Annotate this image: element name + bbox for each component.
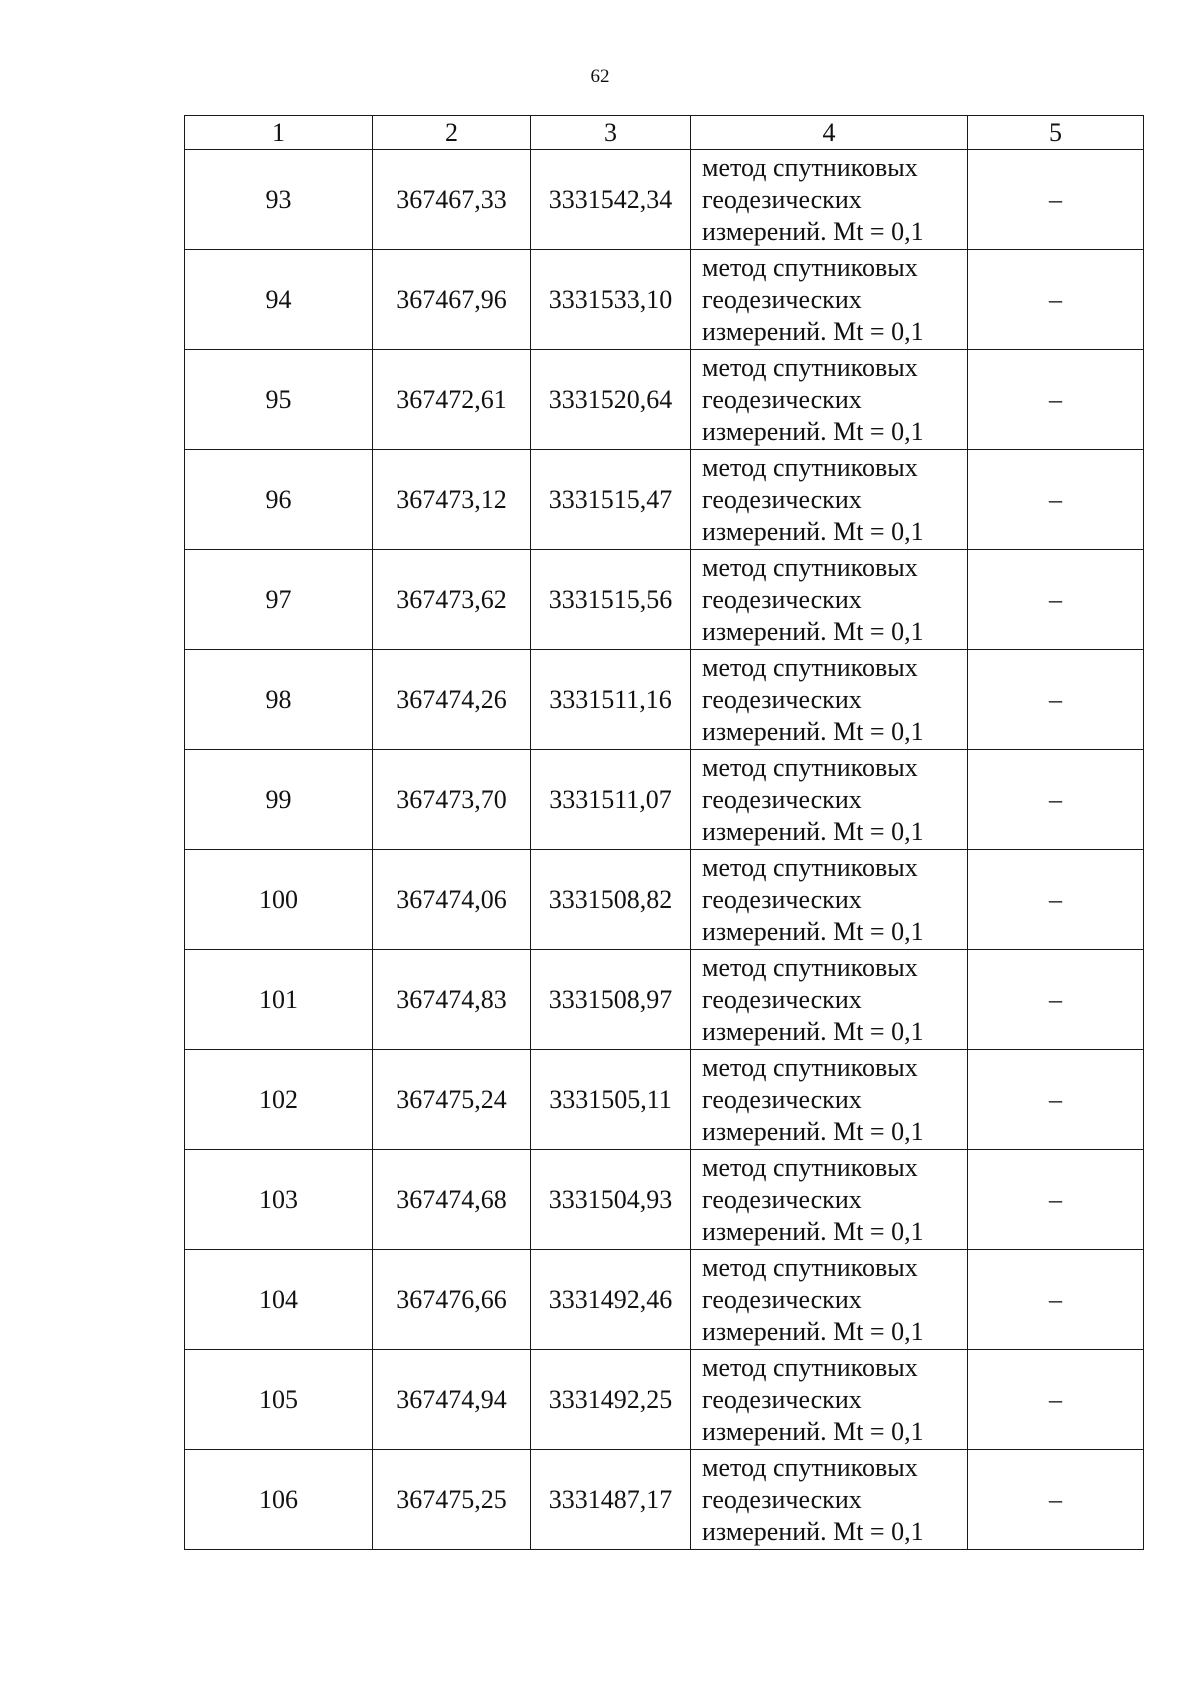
- table-row: [185, 950, 1144, 1050]
- method-line: измерений. Mt = 0,1: [702, 916, 924, 946]
- method-line: измерений. Mt = 0,1: [702, 416, 924, 446]
- method-line: измерений. Mt = 0,1: [702, 816, 924, 846]
- method-line: измерений. Mt = 0,1: [702, 1216, 924, 1246]
- table-row: [185, 650, 1144, 750]
- note-cell: –: [968, 1250, 1144, 1350]
- x-coordinate-cell: 367475,24: [373, 1050, 531, 1150]
- point-number-cell: 103: [185, 1150, 373, 1250]
- note-cell: –: [968, 1450, 1144, 1550]
- method-cell: [691, 1450, 968, 1550]
- method-cell: [691, 550, 968, 650]
- x-coordinate-cell: 367476,66: [373, 1250, 531, 1350]
- point-number-cell: 93: [185, 150, 373, 250]
- method-line: геодезических: [702, 184, 862, 214]
- note-cell: –: [968, 1150, 1144, 1250]
- point-number-cell: 94: [185, 250, 373, 350]
- method-line: метод спутниковых: [702, 1152, 918, 1182]
- method-cell: [691, 1350, 968, 1450]
- table-row: [185, 250, 1144, 350]
- note-cell: –: [968, 550, 1144, 650]
- method-line: метод спутниковых: [702, 252, 918, 282]
- method-line: измерений. Mt = 0,1: [702, 316, 924, 346]
- note-cell: –: [968, 350, 1144, 450]
- note-cell: –: [968, 150, 1144, 250]
- method-line: измерений. Mt = 0,1: [702, 1116, 924, 1146]
- point-number-cell: 99: [185, 750, 373, 850]
- x-coordinate-cell: 367474,68: [373, 1150, 531, 1250]
- column-header-3: 3: [531, 116, 691, 150]
- note-cell: –: [968, 1350, 1144, 1450]
- method-line: метод спутниковых: [702, 352, 918, 382]
- method-cell: [691, 750, 968, 850]
- method-line: геодезических: [702, 484, 862, 514]
- coordinates-table: [184, 115, 1144, 1550]
- table-row: [185, 1350, 1144, 1450]
- method-cell: [691, 150, 968, 250]
- y-coordinate-cell: 3331511,07: [531, 750, 691, 850]
- column-header-5: 5: [968, 116, 1144, 150]
- method-line: метод спутниковых: [702, 652, 918, 682]
- y-coordinate-cell: 3331508,97: [531, 950, 691, 1050]
- method-line: геодезических: [702, 684, 862, 714]
- point-number-cell: 97: [185, 550, 373, 650]
- page-number: 62: [590, 66, 610, 87]
- method-line: измерений. Mt = 0,1: [702, 1016, 924, 1046]
- method-line: геодезических: [702, 884, 862, 914]
- method-cell: [691, 350, 968, 450]
- y-coordinate-cell: 3331504,93: [531, 1150, 691, 1250]
- method-line: метод спутниковых: [702, 1252, 918, 1282]
- note-cell: –: [968, 850, 1144, 950]
- table-row: [185, 350, 1144, 450]
- method-line: метод спутниковых: [702, 552, 918, 582]
- point-number-cell: 105: [185, 1350, 373, 1450]
- method-line: геодезических: [702, 984, 862, 1014]
- method-cell: [691, 850, 968, 950]
- method-line: измерений. Mt = 0,1: [702, 616, 924, 646]
- note-cell: –: [968, 1050, 1144, 1150]
- method-line: метод спутниковых: [702, 452, 918, 482]
- method-cell: [691, 1250, 968, 1350]
- y-coordinate-cell: 3331505,11: [531, 1050, 691, 1150]
- method-cell: [691, 450, 968, 550]
- x-coordinate-cell: 367473,12: [373, 450, 531, 550]
- table-row: [185, 750, 1144, 850]
- table-row: [185, 1050, 1144, 1150]
- y-coordinate-cell: 3331520,64: [531, 350, 691, 450]
- method-line: геодезических: [702, 1284, 862, 1314]
- point-number-cell: 98: [185, 650, 373, 750]
- x-coordinate-cell: 367472,61: [373, 350, 531, 450]
- method-cell: [691, 650, 968, 750]
- method-line: измерений. Mt = 0,1: [702, 1516, 924, 1546]
- column-header-4: 4: [691, 116, 968, 150]
- y-coordinate-cell: 3331542,34: [531, 150, 691, 250]
- method-cell: [691, 1050, 968, 1150]
- method-cell: [691, 1150, 968, 1250]
- x-coordinate-cell: 367475,25: [373, 1450, 531, 1550]
- y-coordinate-cell: 3331515,56: [531, 550, 691, 650]
- table-row: [185, 1250, 1144, 1350]
- table-row: [185, 550, 1144, 650]
- point-number-cell: 100: [185, 850, 373, 950]
- method-line: измерений. Mt = 0,1: [702, 216, 924, 246]
- note-cell: –: [968, 450, 1144, 550]
- note-cell: –: [968, 950, 1144, 1050]
- method-line: геодезических: [702, 1084, 862, 1114]
- note-cell: –: [968, 250, 1144, 350]
- point-number-cell: 106: [185, 1450, 373, 1550]
- table-body: [185, 150, 1144, 1550]
- method-line: метод спутниковых: [702, 752, 918, 782]
- table-row: [185, 450, 1144, 550]
- method-line: измерений. Mt = 0,1: [702, 716, 924, 746]
- method-line: метод спутниковых: [702, 152, 918, 182]
- y-coordinate-cell: 3331508,82: [531, 850, 691, 950]
- note-cell: –: [968, 750, 1144, 850]
- method-line: метод спутниковых: [702, 1452, 918, 1482]
- y-coordinate-cell: 3331492,46: [531, 1250, 691, 1350]
- method-line: измерений. Mt = 0,1: [702, 1416, 924, 1446]
- table-header-row: [185, 116, 1144, 150]
- x-coordinate-cell: 367474,83: [373, 950, 531, 1050]
- y-coordinate-cell: 3331511,16: [531, 650, 691, 750]
- point-number-cell: 102: [185, 1050, 373, 1150]
- method-line: измерений. Mt = 0,1: [702, 1316, 924, 1346]
- x-coordinate-cell: 367474,94: [373, 1350, 531, 1450]
- y-coordinate-cell: 3331515,47: [531, 450, 691, 550]
- point-number-cell: 96: [185, 450, 373, 550]
- method-line: геодезических: [702, 284, 862, 314]
- method-cell: [691, 950, 968, 1050]
- method-line: измерений. Mt = 0,1: [702, 516, 924, 546]
- x-coordinate-cell: 367473,70: [373, 750, 531, 850]
- table-row: [185, 850, 1144, 950]
- y-coordinate-cell: 3331492,25: [531, 1350, 691, 1450]
- column-header-2: 2: [373, 116, 531, 150]
- x-coordinate-cell: 367467,33: [373, 150, 531, 250]
- y-coordinate-cell: 3331533,10: [531, 250, 691, 350]
- method-line: геодезических: [702, 1384, 862, 1414]
- method-line: метод спутниковых: [702, 852, 918, 882]
- x-coordinate-cell: 367467,96: [373, 250, 531, 350]
- method-line: метод спутниковых: [702, 952, 918, 982]
- method-line: геодезических: [702, 584, 862, 614]
- method-line: геодезических: [702, 1484, 862, 1514]
- x-coordinate-cell: 367473,62: [373, 550, 531, 650]
- point-number-cell: 104: [185, 1250, 373, 1350]
- table-row: [185, 150, 1144, 250]
- note-cell: –: [968, 650, 1144, 750]
- y-coordinate-cell: 3331487,17: [531, 1450, 691, 1550]
- method-line: метод спутниковых: [702, 1052, 918, 1082]
- table-row: [185, 1150, 1144, 1250]
- x-coordinate-cell: 367474,26: [373, 650, 531, 750]
- point-number-cell: 101: [185, 950, 373, 1050]
- method-line: геодезических: [702, 1184, 862, 1214]
- point-number-cell: 95: [185, 350, 373, 450]
- x-coordinate-cell: 367474,06: [373, 850, 531, 950]
- method-cell: [691, 250, 968, 350]
- table-row: [185, 1450, 1144, 1550]
- method-line: метод спутниковых: [702, 1352, 918, 1382]
- method-line: геодезических: [702, 384, 862, 414]
- method-line: геодезических: [702, 784, 862, 814]
- column-header-1: 1: [185, 116, 373, 150]
